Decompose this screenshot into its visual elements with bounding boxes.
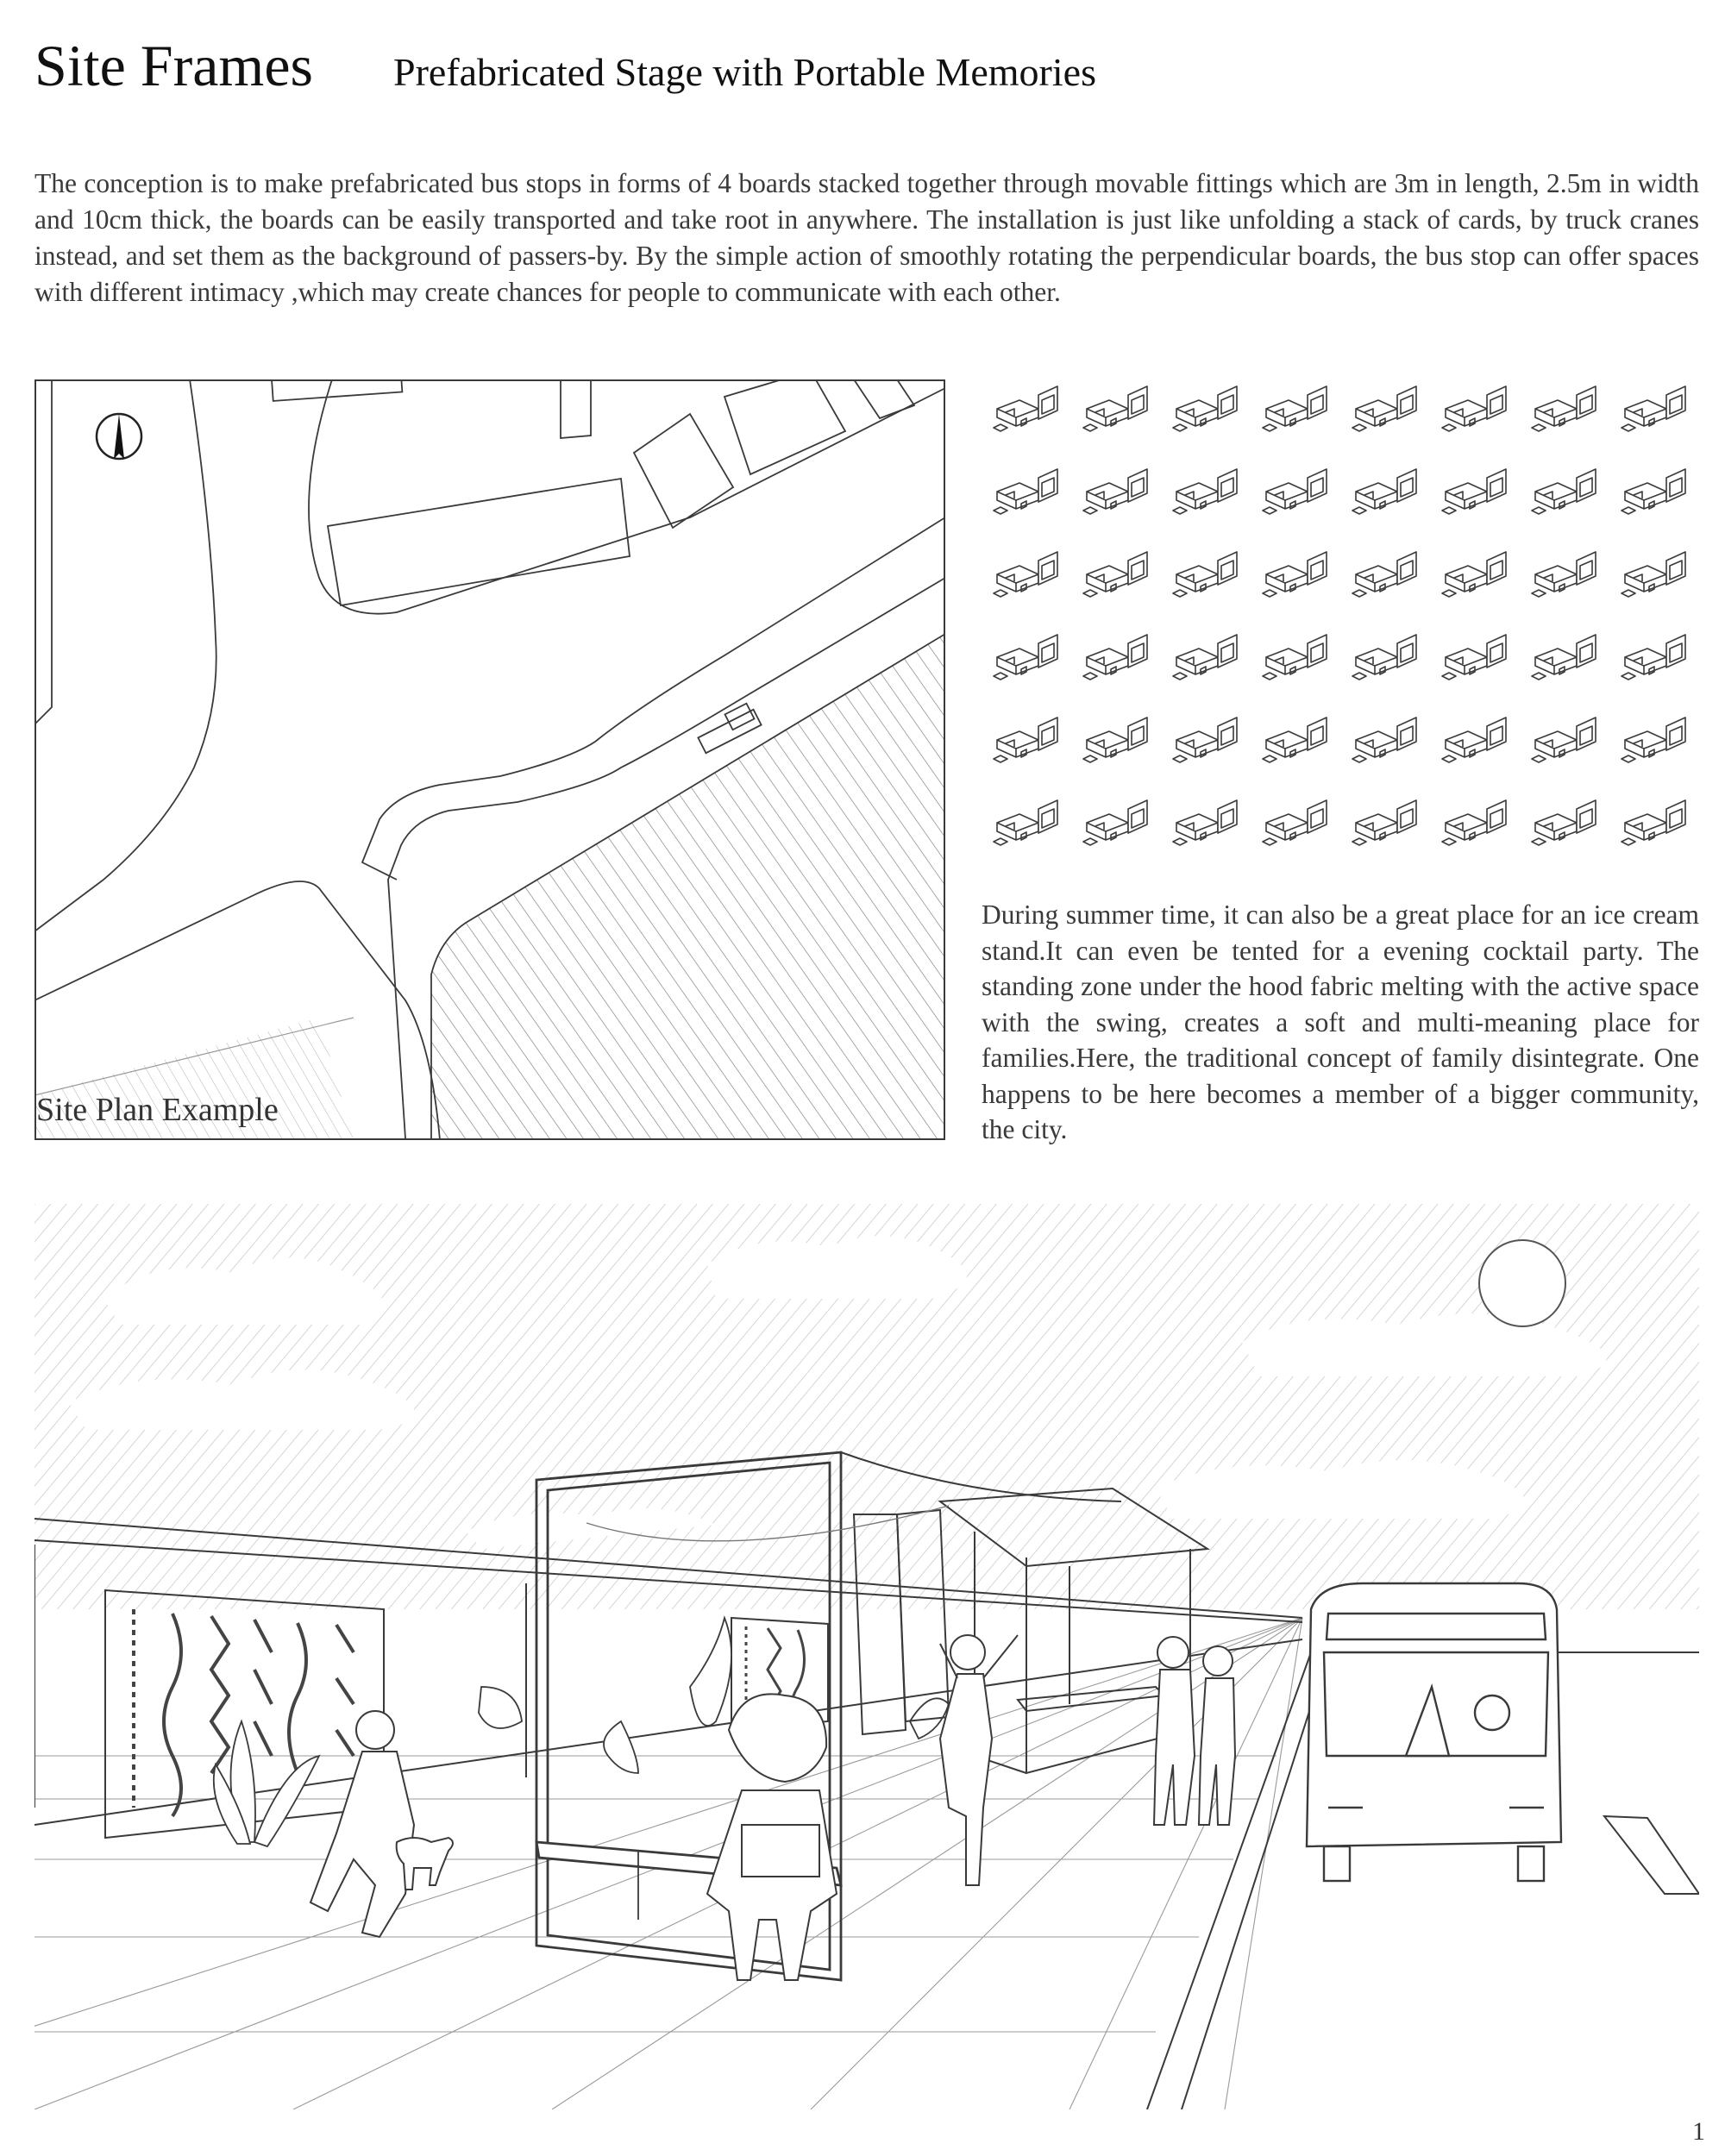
bus-stop-axonometric-icon bbox=[1083, 800, 1147, 845]
bus-stop-axonometric-icon bbox=[1532, 800, 1596, 845]
config-row-1 bbox=[994, 386, 1685, 431]
site-plan-caption: Site Plan Example bbox=[36, 1092, 279, 1128]
bus-stop-axonometric-icon bbox=[994, 469, 1057, 514]
config-row-4 bbox=[994, 635, 1685, 680]
north-arrow-icon bbox=[97, 414, 141, 459]
bus-stop-axonometric-icon bbox=[1532, 718, 1596, 762]
site-plan-drawing bbox=[34, 379, 945, 1140]
config-row-5 bbox=[994, 718, 1685, 762]
bus-stop-axonometric-icon bbox=[1173, 469, 1237, 514]
bus-stop-axonometric-icon bbox=[1173, 552, 1237, 597]
configuration-grid bbox=[980, 373, 1704, 873]
bus-stop-axonometric-icon bbox=[1352, 718, 1416, 762]
bus-stop-axonometric-icon bbox=[1442, 718, 1506, 762]
bus-stop-axonometric-icon bbox=[1622, 469, 1685, 514]
bus-stop-axonometric-icon bbox=[994, 718, 1057, 762]
page-subtitle: Prefabricated Stage with Portable Memories bbox=[393, 50, 1096, 94]
bus-stop-axonometric-icon bbox=[1532, 635, 1596, 680]
bus-stop-axonometric-icon bbox=[1083, 469, 1147, 514]
bus-stop-axonometric-icon bbox=[1622, 386, 1685, 431]
bus-stop-axonometric-icon bbox=[1442, 800, 1506, 845]
bus-stop-axonometric-icon bbox=[1173, 386, 1237, 431]
bus-stop-axonometric-icon bbox=[1532, 386, 1596, 431]
bus-icon bbox=[1307, 1583, 1561, 1881]
bus-stop-axonometric-icon bbox=[1442, 552, 1506, 597]
bus-stop-axonometric-icon bbox=[1442, 635, 1506, 680]
bus-stop-axonometric-icon bbox=[1442, 469, 1506, 514]
bus-stop-axonometric-icon bbox=[1622, 552, 1685, 597]
bus-stop-axonometric-icon bbox=[1083, 635, 1147, 680]
intro-paragraph: The conception is to make prefabricated bus stops in forms of 4 boards stacked together through movable fittings which are 3m in length, 2.5m in width and 10cm thick, the boards can be easily transported and take root in anywhere. The installation is just like unfolding a stack of cards, by truck cranes instead, and set them as the background of passers-by. By the simple action of smoothly rotating the perpendicular boards, the bus stop can offer spaces with different intimacy ,which may create chances for people to communicate with each other. bbox=[34, 168, 1699, 307]
bus-stop-axonometric-icon bbox=[1532, 469, 1596, 514]
bus-stop-axonometric-icon bbox=[1622, 718, 1685, 762]
bus-stop-axonometric-icon bbox=[1173, 635, 1237, 680]
bus-stop-axonometric-icon bbox=[1622, 800, 1685, 845]
bus-stop-axonometric-icon bbox=[994, 800, 1057, 845]
page-title: Site Frames bbox=[34, 33, 313, 98]
bus-stop-axonometric-icon bbox=[1083, 552, 1147, 597]
bus-stop-axonometric-icon bbox=[1622, 635, 1685, 680]
bus-stop-axonometric-icon bbox=[1352, 386, 1416, 431]
bus-stop-axonometric-icon bbox=[1352, 635, 1416, 680]
page-number: 1 bbox=[1692, 2117, 1705, 2146]
config-row-3 bbox=[994, 552, 1685, 597]
bus-stop-axonometric-icon bbox=[994, 635, 1057, 680]
bus-stop-axonometric-icon bbox=[1263, 552, 1327, 597]
bus-stop-axonometric-icon bbox=[1532, 552, 1596, 597]
bus-stop-axonometric-icon bbox=[1352, 552, 1416, 597]
config-row-6 bbox=[994, 800, 1685, 845]
bus-stop-axonometric-icon bbox=[1352, 469, 1416, 514]
bus-stop-axonometric-icon bbox=[1263, 635, 1327, 680]
bus-stop-axonometric-icon bbox=[1263, 386, 1327, 431]
sun-icon bbox=[1479, 1240, 1565, 1326]
bus-stop-axonometric-icon bbox=[994, 552, 1057, 597]
config-row-2 bbox=[994, 469, 1685, 514]
perspective-drawing bbox=[34, 1204, 1699, 2109]
bus-stop-axonometric-icon bbox=[1173, 718, 1237, 762]
bus-stop-axonometric-icon bbox=[1263, 718, 1327, 762]
bus-stop-axonometric-icon bbox=[1083, 386, 1147, 431]
bus-stop-axonometric-icon bbox=[1442, 386, 1506, 431]
bus-stop-axonometric-icon bbox=[1263, 800, 1327, 845]
summer-paragraph: During summer time, it can also be a great place for an ice cream stand.It can even be tented for a evening cocktail party. The standing zone under the hood fabric melting with the active space with the swing, creates a soft and multi-meaning place for families.Here, the traditional concept of family disintegrate. One happens to be here becomes a member of a bigger community, the city. bbox=[982, 899, 1699, 1144]
bus-stop-axonometric-icon bbox=[1083, 718, 1147, 762]
bus-stop-axonometric-icon bbox=[994, 386, 1057, 431]
bus-stop-axonometric-icon bbox=[1173, 800, 1237, 845]
bus-stop-axonometric-icon bbox=[1263, 469, 1327, 514]
bus-stop-axonometric-icon bbox=[1352, 800, 1416, 845]
